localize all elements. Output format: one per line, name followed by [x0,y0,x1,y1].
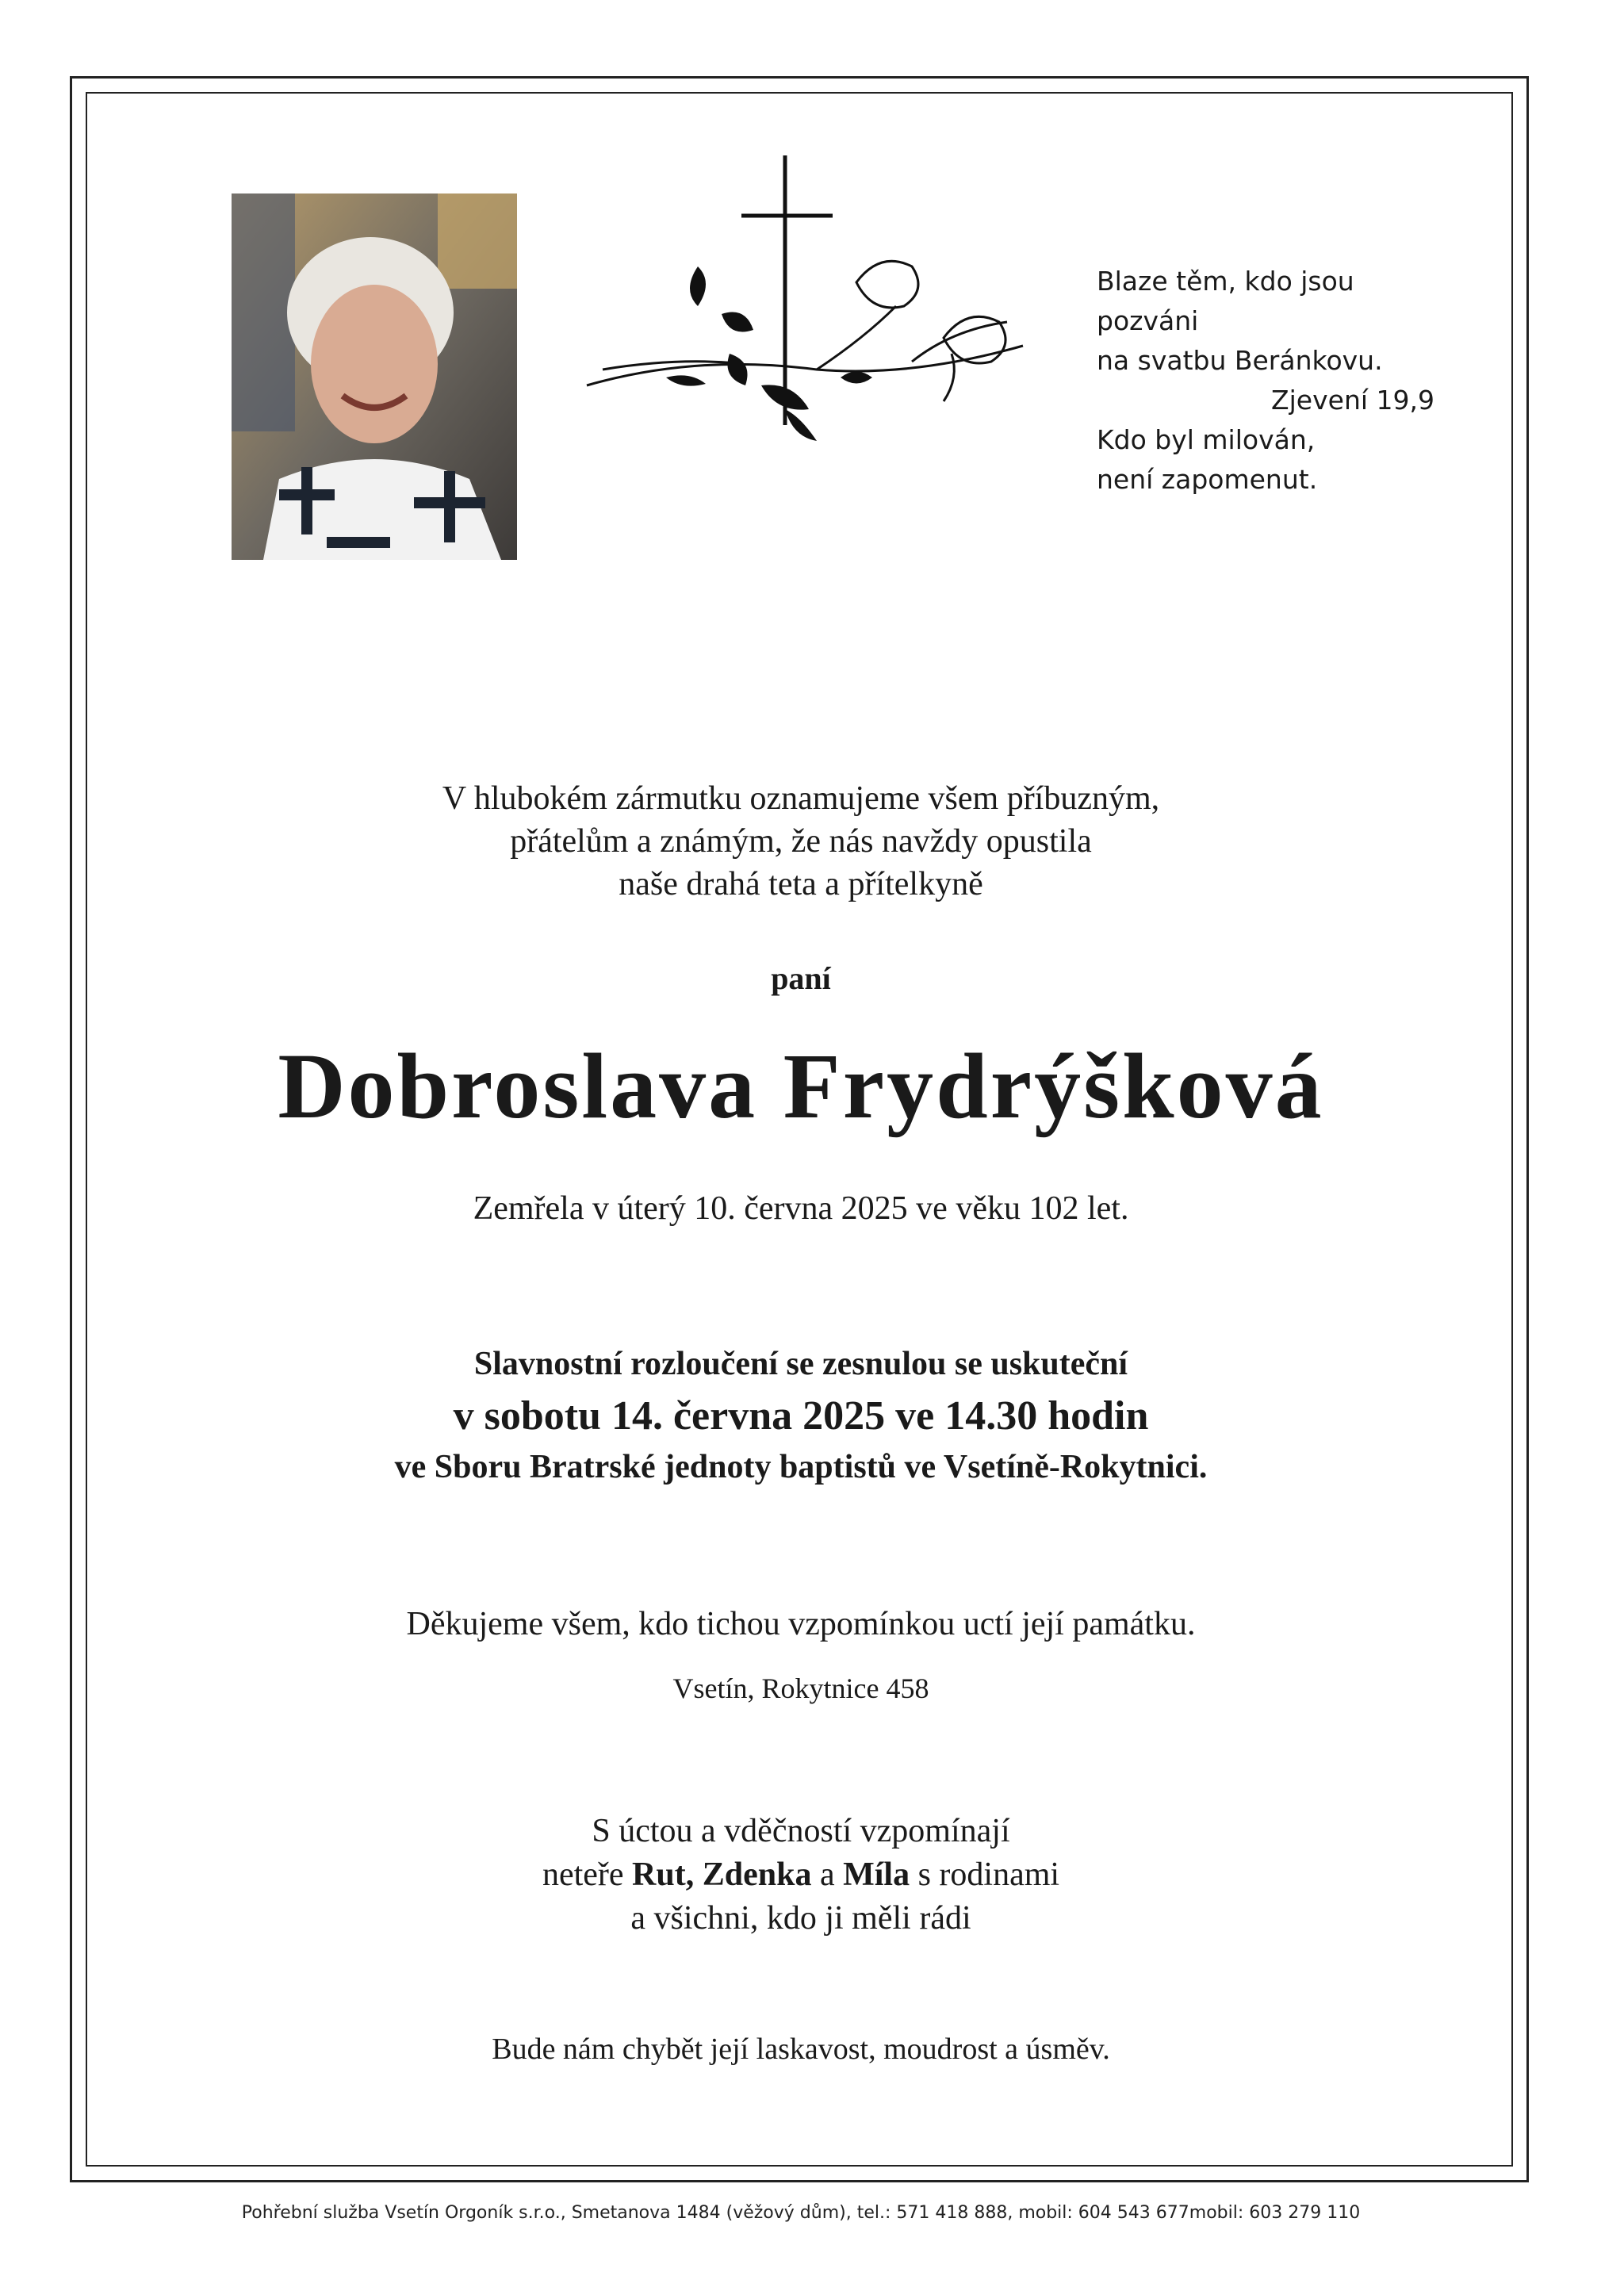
ceremony-datetime: v sobotu 14. června 2025 ve 14.30 hodin [453,1393,1149,1439]
mourners-name-2: Míla [843,1856,910,1893]
verse-line-1: Blaze těm, kdo jsou pozváni [1097,266,1354,336]
funeral-service-footer: Pohřební služba Vsetín Orgoník s.r.o., Smetanova 1484 (věžový dům), tel.: 571 418 888, mobil: 604 543 677mobil: 603 279 110 [241,2203,1361,2223]
mourners-line-1: S úctou a vděčností vzpomínají [592,1813,1010,1849]
closing-line: Bude nám chybět její laskavost, moudrost a úsměv. [492,2033,1110,2066]
honorific: paní [771,960,831,996]
mourners-suffix: s rodinami [910,1856,1060,1893]
verse-reference: Zjevení 19,9 [1271,385,1434,416]
mourners-name-1: Rut, Zdenka [632,1856,812,1893]
verse-line-2: na svatbu Beránkovu. [1097,345,1383,376]
ceremony-line-1: Slavnostní rozloučení se zesnulou se uskuteční [473,1346,1128,1382]
intro-line-3: naše drahá teta a přítelkyně [619,866,983,902]
cross-and-roses-icon [579,155,1031,449]
announcement-intro [95,777,1507,906]
portrait-photo [232,193,517,560]
intro-line-2: přátelům a známým, že nás navždy opustila [510,823,1092,860]
intro-line-1: V hlubokém zármutku oznamujeme všem příbuzným, [442,780,1160,817]
bible-verse [1097,262,1461,500]
mourners-prefix: neteře [542,1856,633,1893]
mourners-line-2 [95,1853,1507,1897]
deceased-name: Dobroslava Frydrýšková [278,1034,1324,1138]
ceremony-place: ve Sboru Bratrské jednoty baptistů ve Vsetíně-Rokytnici. [394,1449,1208,1485]
address-line: Vsetín, Rokytnice 458 [672,1672,929,1704]
mourners-line-3: a všichni, kdo ji měli rádi [630,1900,971,1937]
verse-line-3: Kdo byl milován, [1097,424,1316,455]
mourners-conj: a [811,1856,844,1893]
death-date-line: Zemřela v úterý 10. června 2025 ve věku 102 let. [473,1190,1129,1227]
verse-line-4: není zapomenut. [1097,464,1318,495]
mourners-block [95,1810,1507,1941]
thanks-line: Děkujeme všem, kdo tichou vzpomínkou uctí její památku. [406,1606,1196,1642]
